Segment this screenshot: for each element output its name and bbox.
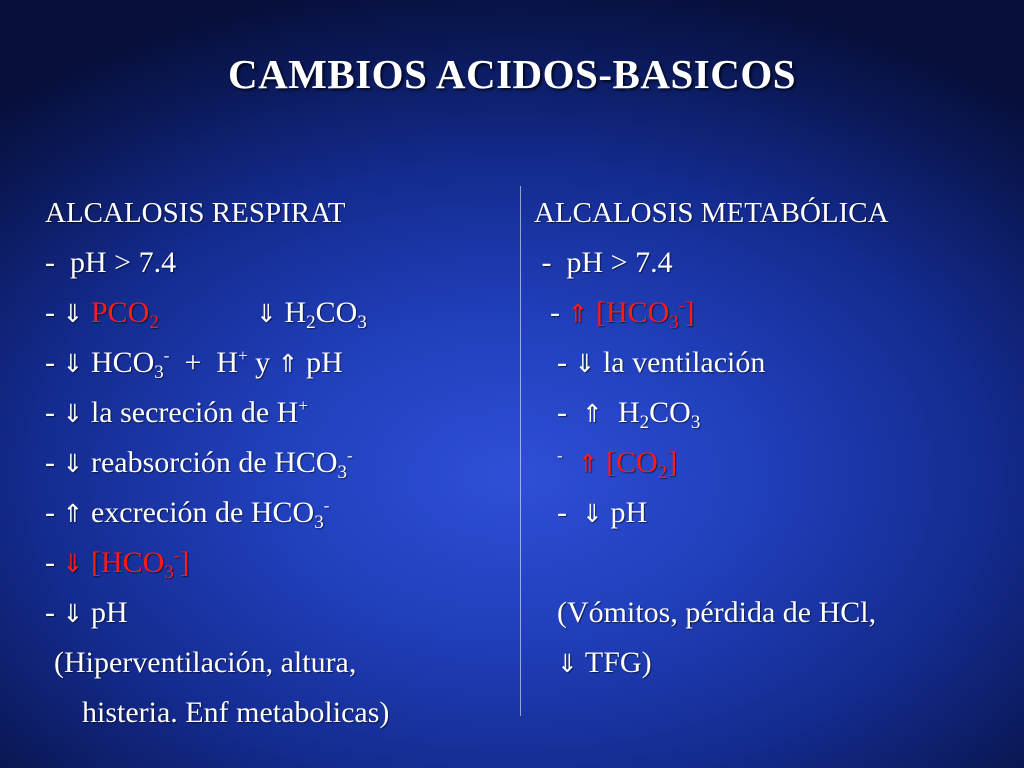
left-excrecion-line: - ⇑ excreción de $HCO_3^-$ xyxy=(45,496,330,533)
dash: - xyxy=(45,446,55,479)
dash: - xyxy=(45,546,55,579)
dash: - xyxy=(557,446,563,465)
down-arrow-icon: ⇓ xyxy=(256,299,277,328)
left-causes-line-1: (Hiperventilación, altura, xyxy=(54,646,357,679)
left-heading: ALCALOSIS RESPIRAT xyxy=(45,197,346,229)
dash: - xyxy=(557,346,567,379)
dash: - xyxy=(45,346,55,379)
left-secrecion-line: - ⇓ la secreción de H+ xyxy=(45,396,308,429)
right-ph-line: - pH > 7.4 xyxy=(534,246,673,279)
dash: - xyxy=(557,396,567,429)
left-pco2-line xyxy=(45,296,159,331)
down-arrow-icon: ⇓ xyxy=(62,449,84,478)
down-arrow-icon: ⇓ xyxy=(62,399,84,428)
left-ph-line: - pH > 7.4 xyxy=(45,246,177,279)
down-arrow-icon: ⇓ xyxy=(582,499,603,528)
left-hco3-h-line: - ⇓ $HCO_3^- + H^+$ y ⇑ pH xyxy=(45,346,343,383)
right-heading: ALCALOSIS METABÓLICA xyxy=(534,197,889,229)
left-h2co3-item: ⇓ $H_2CO_3$ xyxy=(256,296,367,333)
up-arrow-icon: ⇑ xyxy=(582,399,603,428)
right-causes-line-1: (Vómitos, pérdida de HCl, xyxy=(557,596,877,629)
dash: - xyxy=(45,396,55,429)
up-arrow-icon: ⇑ xyxy=(62,499,84,528)
pco2-label: $PCO_2$ xyxy=(90,296,159,333)
hco3-concentration: $[HCO_3^-]$ xyxy=(595,296,695,333)
down-arrow-icon: ⇓ xyxy=(62,549,84,578)
dash: - xyxy=(45,596,55,629)
co2-concentration: $[CO_2]$ xyxy=(606,446,678,483)
dash: - xyxy=(45,296,55,329)
hco3-concentration: $[HCO_3^-]$ xyxy=(90,546,190,583)
left-reabsorcion-line: - ⇓ reabsorción de $HCO_3^-$ xyxy=(45,446,353,483)
dash: - xyxy=(45,496,55,529)
right-h2co3-line: - ⇑ $H_2CO_3$ xyxy=(557,396,701,433)
right-ventilacion-line: - ⇓ la ventilación xyxy=(557,346,766,379)
down-arrow-icon: ⇓ xyxy=(62,299,84,328)
column-divider xyxy=(520,186,521,716)
slide-title: CAMBIOS ACIDOS-BASICOS xyxy=(227,51,797,97)
right-ph-down-line: - ⇓ pH xyxy=(557,496,648,529)
up-arrow-icon: ⇑ xyxy=(577,449,599,478)
down-arrow-icon: ⇓ xyxy=(574,349,596,378)
down-arrow-icon: ⇓ xyxy=(62,599,84,628)
left-hco3-bracket-line xyxy=(45,546,189,581)
down-arrow-icon: ⇓ xyxy=(62,349,84,378)
left-ph-down-line: - ⇓ pH xyxy=(45,596,128,629)
up-arrow-icon: ⇑ xyxy=(567,299,589,328)
dash: - xyxy=(550,296,560,329)
right-hco3-line xyxy=(550,296,694,331)
right-causes-line-2: ⇓ TFG) xyxy=(557,646,652,679)
right-co2-line xyxy=(557,446,677,481)
down-arrow-icon: ⇓ xyxy=(557,649,578,678)
left-causes-line-2: histeria. Enf metabolicas) xyxy=(82,696,390,729)
up-arrow-icon: ⇑ xyxy=(277,349,299,378)
dash: - xyxy=(557,496,567,529)
